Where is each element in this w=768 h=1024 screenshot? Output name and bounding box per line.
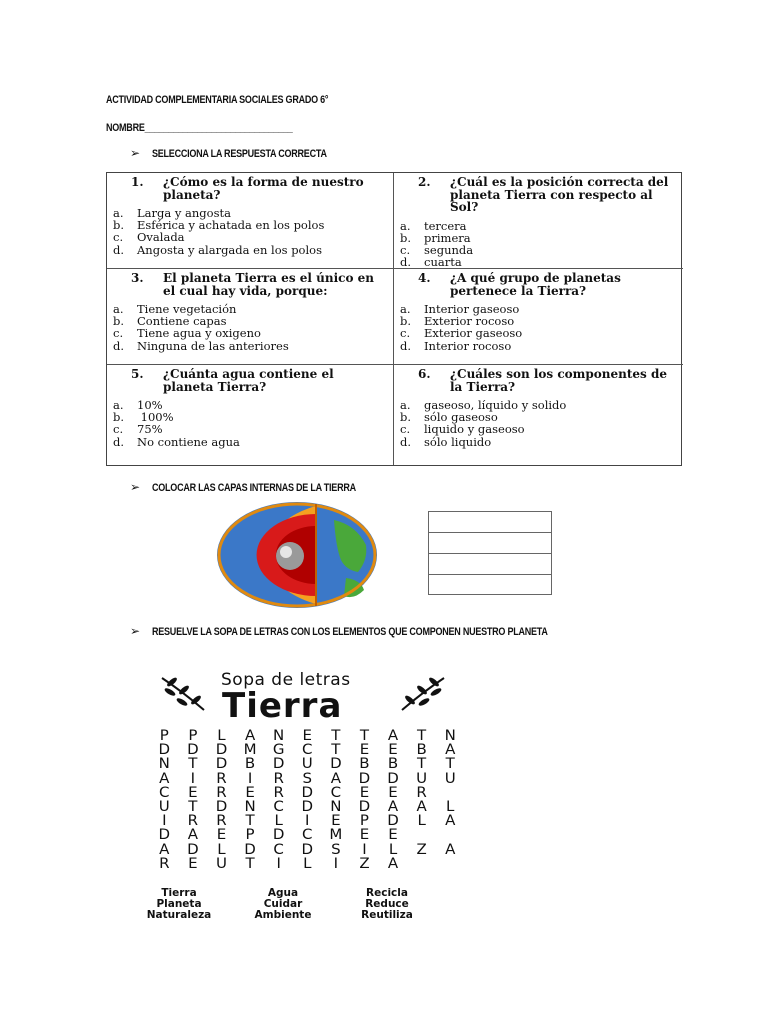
grid-letter[interactable]: A — [387, 726, 399, 744]
option-letter: b. — [113, 314, 125, 329]
layer-answer-box[interactable] — [428, 511, 552, 595]
grid-letter[interactable]: A — [387, 854, 399, 872]
section-heading-select: SELECCIONA LA RESPUESTA CORRECTA — [152, 148, 327, 160]
answer-option[interactable] — [400, 423, 677, 435]
grid-letter[interactable]: E — [359, 740, 370, 758]
grid-letter[interactable]: B — [359, 754, 370, 772]
answer-option[interactable] — [113, 340, 387, 352]
word-to-find: Recicla — [366, 887, 408, 899]
question-number: 2. — [418, 175, 431, 189]
answer-option[interactable] — [400, 220, 677, 232]
worksheet-title: ACTIVIDAD COMPLEMENTARIA SOCIALES GRADO 6° — [106, 94, 329, 106]
grid-letter[interactable]: A — [159, 769, 170, 787]
answer-option[interactable] — [400, 436, 677, 448]
word-list-column — [342, 888, 432, 921]
inner-core-highlight — [280, 546, 292, 558]
grid-letter[interactable]: E — [188, 854, 198, 872]
grid-letter[interactable]: E — [388, 783, 398, 801]
option-letter: d. — [400, 255, 412, 270]
grid-letter[interactable]: E — [188, 783, 198, 801]
grid-letter[interactable]: D — [272, 754, 285, 772]
answer-option[interactable] — [113, 423, 387, 435]
option-letter: c. — [113, 230, 124, 245]
answer-option[interactable] — [113, 244, 387, 256]
grid-letter[interactable]: C — [273, 839, 284, 858]
question-number: 6. — [418, 367, 431, 381]
grid-letter[interactable]: P — [188, 726, 198, 744]
question-cell — [394, 173, 683, 269]
section-heading-wordsearch: RESUELVE LA SOPA DE LETRAS CON LOS ELEMENTOS QUE COMPONEN NUESTRO PLANETA — [152, 626, 548, 638]
option-text: sólo gaseoso — [424, 410, 498, 425]
grid-letter[interactable] — [407, 828, 436, 841]
grid-letter[interactable]: A — [445, 740, 456, 758]
grid-letter[interactable]: C — [330, 783, 342, 801]
grid-letter[interactable]: S — [331, 839, 341, 858]
grid-letter[interactable]: E — [388, 740, 398, 758]
question-number: 4. — [418, 271, 431, 285]
option-text: cuarta — [424, 255, 462, 270]
option-letter: d. — [113, 434, 125, 449]
grid-letter[interactable]: A — [445, 811, 456, 829]
grid-letter[interactable]: D — [387, 769, 399, 787]
option-letter: b. — [400, 230, 412, 245]
grid-letter[interactable]: D — [301, 797, 314, 815]
word-list-column — [238, 888, 328, 921]
grid-letter[interactable]: A — [445, 839, 456, 858]
grid-letter[interactable]: E — [245, 783, 255, 801]
option-text: Tiene vegetación — [137, 302, 237, 316]
word-list-column — [134, 888, 224, 921]
grid-letter[interactable]: M — [243, 740, 257, 758]
grid-letter[interactable]: R — [216, 783, 227, 801]
answer-option[interactable] — [113, 327, 387, 339]
name-field-label[interactable]: NOMBRE_______________________________ — [106, 122, 293, 134]
grid-letter[interactable]: L — [217, 839, 226, 858]
option-letter: d. — [400, 434, 412, 449]
grid-letter[interactable]: N — [158, 754, 170, 772]
option-letter: a. — [113, 398, 124, 412]
option-letter: a. — [400, 218, 411, 233]
option-text: Ninguna de las anteriores — [137, 338, 289, 353]
section-heading-layers: COLOCAR LAS CAPAS INTERNAS DE LA TIERRA — [152, 482, 356, 494]
answer-line[interactable] — [429, 554, 551, 575]
quiz-table — [106, 172, 682, 466]
grid-letter[interactable]: T — [359, 726, 370, 744]
option-letter: c. — [400, 422, 411, 437]
grid-letter[interactable]: D — [187, 740, 199, 758]
grid-letter[interactable]: A — [159, 839, 170, 858]
grid-letter[interactable]: D — [301, 839, 314, 858]
grid-letter[interactable]: I — [333, 854, 339, 872]
grid-letter[interactable]: R — [273, 783, 284, 801]
grid-letter[interactable]: L — [446, 797, 455, 815]
word-to-find: Ambiente — [254, 909, 312, 921]
option-text: Interior gaseoso — [424, 302, 520, 316]
grid-letter[interactable]: I — [362, 839, 367, 858]
grid-letter[interactable]: E — [388, 825, 398, 843]
option-text: Angosta y alargada en los polos — [137, 242, 322, 257]
option-text: Contiene capas — [137, 314, 227, 329]
grid-letter[interactable]: R — [273, 769, 284, 787]
arrow-bullet-icon: ➢ — [130, 624, 141, 638]
grid-letter[interactable]: E — [302, 726, 312, 744]
grid-letter[interactable]: L — [303, 854, 312, 872]
word-search-puzzle — [126, 660, 486, 930]
option-text: segunda — [424, 242, 474, 257]
option-text: No contiene agua — [137, 434, 240, 449]
grid-letter[interactable]: T — [445, 754, 455, 772]
answer-option[interactable] — [400, 340, 677, 352]
grid-letter[interactable]: R — [216, 769, 227, 787]
option-letter: b. — [113, 218, 125, 233]
option-letter: a. — [113, 302, 124, 316]
grid-letter[interactable]: I — [190, 769, 196, 787]
grid-letter[interactable]: T — [245, 854, 255, 872]
grid-letter[interactable]: C — [159, 783, 170, 801]
question-prompt — [400, 272, 677, 297]
grid-letter[interactable]: U — [416, 769, 428, 787]
arrow-bullet-icon: ➢ — [130, 480, 141, 494]
option-text: Interior rocoso — [424, 338, 512, 353]
grid-letter[interactable]: Z — [359, 854, 370, 872]
question-text: ¿Cuánta agua contiene el planeta Tierra? — [163, 367, 334, 394]
question-text: El planeta Tierra es el único en el cual hay vida, porque: — [163, 271, 374, 298]
question-number: 3. — [131, 271, 144, 285]
grid-letter[interactable]: T — [417, 754, 427, 772]
grid-letter[interactable]: L — [388, 839, 398, 858]
grid-letter[interactable]: N — [273, 726, 285, 744]
option-text: liquido y gaseoso — [424, 422, 525, 437]
grid-letter[interactable]: D — [272, 825, 285, 843]
option-letter: d. — [113, 242, 125, 257]
option-text: gaseoso, líquido y solido — [424, 398, 567, 412]
grid-letter[interactable]: A — [387, 797, 399, 815]
question-cell — [107, 365, 394, 465]
grid-letter[interactable]: R — [187, 811, 199, 829]
grid-letter[interactable]: T — [188, 797, 198, 815]
grid-letter[interactable]: A — [187, 825, 199, 843]
grid-letter[interactable]: D — [158, 740, 171, 758]
grid-letter[interactable]: B — [244, 754, 256, 772]
word-search-title: Tierra — [222, 686, 343, 726]
question-cell — [394, 269, 683, 365]
question-cell — [394, 365, 683, 465]
grid-letter[interactable]: I — [247, 769, 253, 787]
question-prompt — [400, 368, 677, 393]
grid-letter[interactable]: D — [215, 740, 228, 758]
answer-option[interactable] — [113, 231, 387, 243]
word-to-find: Naturaleza — [146, 909, 212, 921]
grid-letter[interactable]: T — [188, 754, 198, 772]
grid-letter[interactable]: T — [331, 726, 341, 744]
word-to-find: Reduce — [365, 898, 409, 910]
grid-letter[interactable] — [436, 856, 465, 869]
question-number: 5. — [131, 367, 144, 381]
question-text: ¿Cuáles son los componentes de la Tierra? — [450, 367, 667, 394]
grid-letter[interactable]: D — [358, 797, 371, 815]
question-text: ¿A qué grupo de planetas pertenece la Tierra? — [450, 271, 621, 298]
option-letter: c. — [400, 242, 411, 257]
question-number: 1. — [131, 175, 144, 189]
option-letter: c. — [113, 326, 124, 341]
grid-letter[interactable]: C — [302, 825, 313, 843]
letter-grid[interactable] — [150, 728, 465, 870]
option-text: Exterior rocoso — [424, 314, 515, 329]
grid-letter[interactable]: L — [274, 811, 283, 829]
grid-letter[interactable]: R — [159, 854, 170, 872]
grid-letter[interactable]: A — [244, 726, 256, 744]
word-to-find: Planeta — [156, 898, 202, 910]
word-to-find: Cuidar — [263, 898, 303, 910]
grid-letter[interactable]: I — [162, 811, 167, 829]
answer-line[interactable] — [429, 512, 551, 533]
question-prompt — [113, 176, 387, 201]
option-text: Exterior gaseoso — [424, 326, 523, 341]
grid-letter[interactable]: T — [417, 726, 427, 744]
grid-letter[interactable] — [407, 856, 436, 869]
grid-letter[interactable]: I — [305, 811, 310, 829]
grid-letter[interactable]: L — [417, 811, 426, 829]
grid-letter[interactable]: P — [245, 825, 255, 843]
grid-letter[interactable]: E — [359, 783, 370, 801]
grid-letter[interactable]: B — [387, 754, 399, 772]
grid-letter[interactable]: N — [444, 726, 456, 744]
question-text: ¿Cuál es la posición correcta del planeta Tierra con respecto al Sol? — [450, 175, 669, 214]
question-cell — [107, 173, 394, 269]
option-letter: b. — [400, 314, 412, 329]
question-prompt — [400, 176, 677, 214]
grid-letter[interactable]: I — [276, 854, 281, 872]
option-letter: a. — [400, 302, 411, 316]
answer-line[interactable] — [429, 575, 551, 596]
grid-letter[interactable]: S — [302, 769, 313, 787]
answer-option[interactable] — [400, 256, 677, 268]
answer-option[interactable] — [113, 436, 387, 448]
grid-letter[interactable]: M — [329, 825, 343, 843]
grid-letter[interactable]: E — [216, 825, 227, 843]
grid-letter[interactable]: D — [158, 825, 171, 843]
grid-letter[interactable]: D — [244, 839, 256, 858]
grid-letter[interactable]: U — [215, 854, 227, 872]
option-letter: c. — [113, 422, 124, 437]
option-text: 100% — [137, 410, 174, 425]
grid-letter[interactable]: D — [330, 754, 342, 772]
word-to-find: Reutiliza — [361, 909, 413, 921]
grid-letter[interactable]: R — [416, 783, 427, 801]
option-text: Larga y angosta — [137, 206, 231, 220]
arrow-bullet-icon: ➢ — [130, 146, 141, 160]
option-letter: b. — [400, 410, 412, 425]
option-text: Ovalada — [137, 230, 185, 245]
question-prompt — [113, 368, 387, 393]
grid-letter[interactable]: C — [302, 740, 313, 758]
grid-letter[interactable]: U — [158, 797, 170, 815]
grid-letter[interactable]: E — [331, 811, 341, 829]
earth-layers-illustration — [216, 500, 378, 610]
option-letter: d. — [113, 338, 125, 353]
answer-option[interactable] — [400, 327, 677, 339]
option-letter: a. — [113, 206, 124, 220]
grid-letter[interactable]: D — [187, 839, 199, 858]
grid-letter[interactable]: P — [159, 726, 169, 744]
grid-letter[interactable]: D — [215, 797, 228, 815]
option-letter: d. — [400, 338, 412, 353]
grid-letter[interactable]: E — [359, 825, 370, 843]
grid-letter[interactable]: Z — [416, 839, 427, 858]
option-text: tercera — [424, 218, 467, 233]
word-search-subtitle: Sopa de letras — [221, 670, 351, 690]
option-letter: a. — [400, 398, 411, 412]
grid-letter[interactable]: B — [416, 740, 427, 758]
grid-letter[interactable]: N — [330, 797, 342, 815]
grid-letter[interactable]: D — [358, 769, 371, 787]
question-prompt — [113, 272, 387, 297]
grid-letter[interactable]: A — [416, 797, 427, 815]
answer-line[interactable] — [429, 533, 551, 554]
grid-letter[interactable]: C — [273, 797, 284, 815]
option-text: Tiene agua y oxigeno — [137, 326, 261, 341]
olive-branch-left-icon — [158, 674, 208, 714]
olive-branch-right-icon — [398, 674, 448, 714]
grid-letter[interactable]: L — [217, 726, 226, 744]
option-text: primera — [424, 230, 471, 245]
option-text: 10% — [137, 398, 163, 412]
word-to-find: Agua — [267, 887, 299, 899]
question-text: ¿Cómo es la forma de nuestro planeta? — [163, 175, 364, 202]
grid-letter[interactable]: G — [272, 740, 285, 758]
grid-letter[interactable] — [436, 828, 465, 841]
grid-letter[interactable]: R — [216, 811, 227, 829]
grid-letter[interactable]: T — [245, 811, 255, 829]
question-cell — [107, 269, 394, 365]
option-letter: b. — [113, 410, 125, 425]
grid-letter[interactable]: D — [301, 783, 314, 801]
grid-letter[interactable]: U — [301, 754, 313, 772]
grid-letter[interactable]: P — [359, 811, 369, 829]
option-text: Esférica y achatada en los polos — [137, 218, 325, 233]
grid-letter[interactable]: D — [387, 811, 399, 829]
grid-letter[interactable]: N — [244, 797, 256, 815]
option-text: sólo liquido — [424, 434, 492, 449]
grid-letter[interactable]: A — [330, 769, 341, 787]
grid-letter[interactable]: T — [331, 740, 341, 758]
grid-letter[interactable]: D — [215, 754, 228, 772]
grid-letter[interactable]: U — [444, 769, 456, 787]
option-letter: c. — [400, 326, 411, 341]
option-text: 75% — [137, 422, 163, 437]
word-to-find: Tierra — [161, 887, 197, 899]
